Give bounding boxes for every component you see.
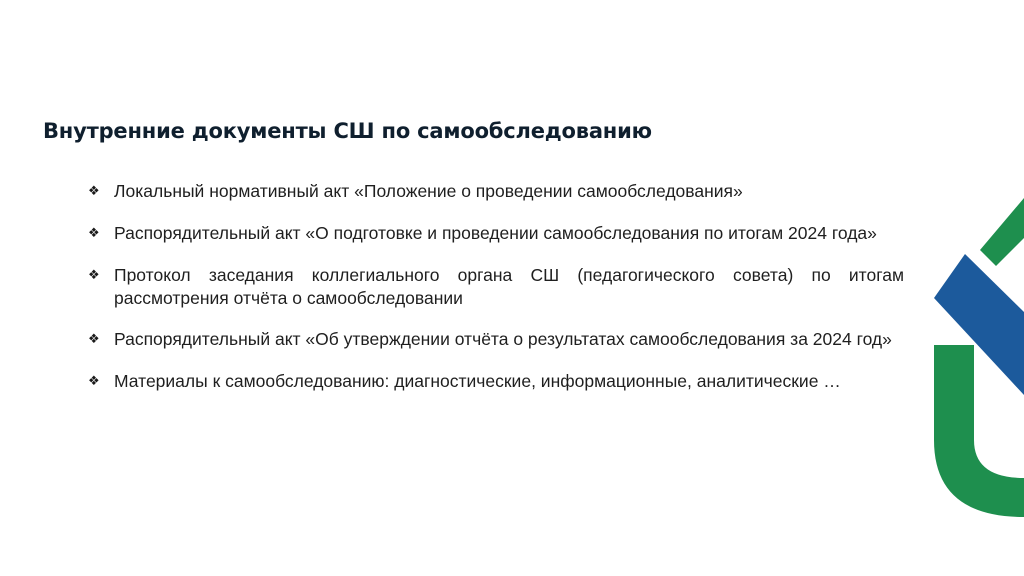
list-item	[88, 222, 904, 246]
logo-mark	[924, 190, 1024, 520]
list-item-text: Протокол заседания коллегиального органа СШ (педагогического совета) по итогам рассмотрения отчёта о самообследовании	[114, 265, 904, 308]
bullet-list	[88, 180, 904, 412]
list-item	[88, 328, 904, 352]
list-item-text: Материалы к самообследованию: диагностические, информационные, аналитические …	[114, 371, 841, 391]
logo-green-bar	[980, 198, 1024, 266]
list-item-text: Локальный нормативный акт «Положение о проведении самообследования»	[114, 181, 743, 201]
list-item-text: Распорядительный акт «Об утверждении отчёта о результатах самообследования за 2024 год»	[114, 329, 892, 349]
slide-title: Внутренние документы СШ по самообследованию	[43, 119, 652, 143]
list-item	[88, 180, 904, 204]
list-item	[88, 370, 904, 394]
diamond-bullet-icon: ❖	[88, 184, 100, 199]
diamond-bullet-icon: ❖	[88, 374, 100, 389]
diamond-bullet-icon: ❖	[88, 268, 100, 283]
diamond-bullet-icon: ❖	[88, 332, 100, 347]
list-item-text: Распорядительный акт «О подготовке и проведении самообследования по итогам 2024 года»	[114, 223, 877, 243]
diamond-bullet-icon: ❖	[88, 226, 100, 241]
list-item	[88, 264, 904, 310]
